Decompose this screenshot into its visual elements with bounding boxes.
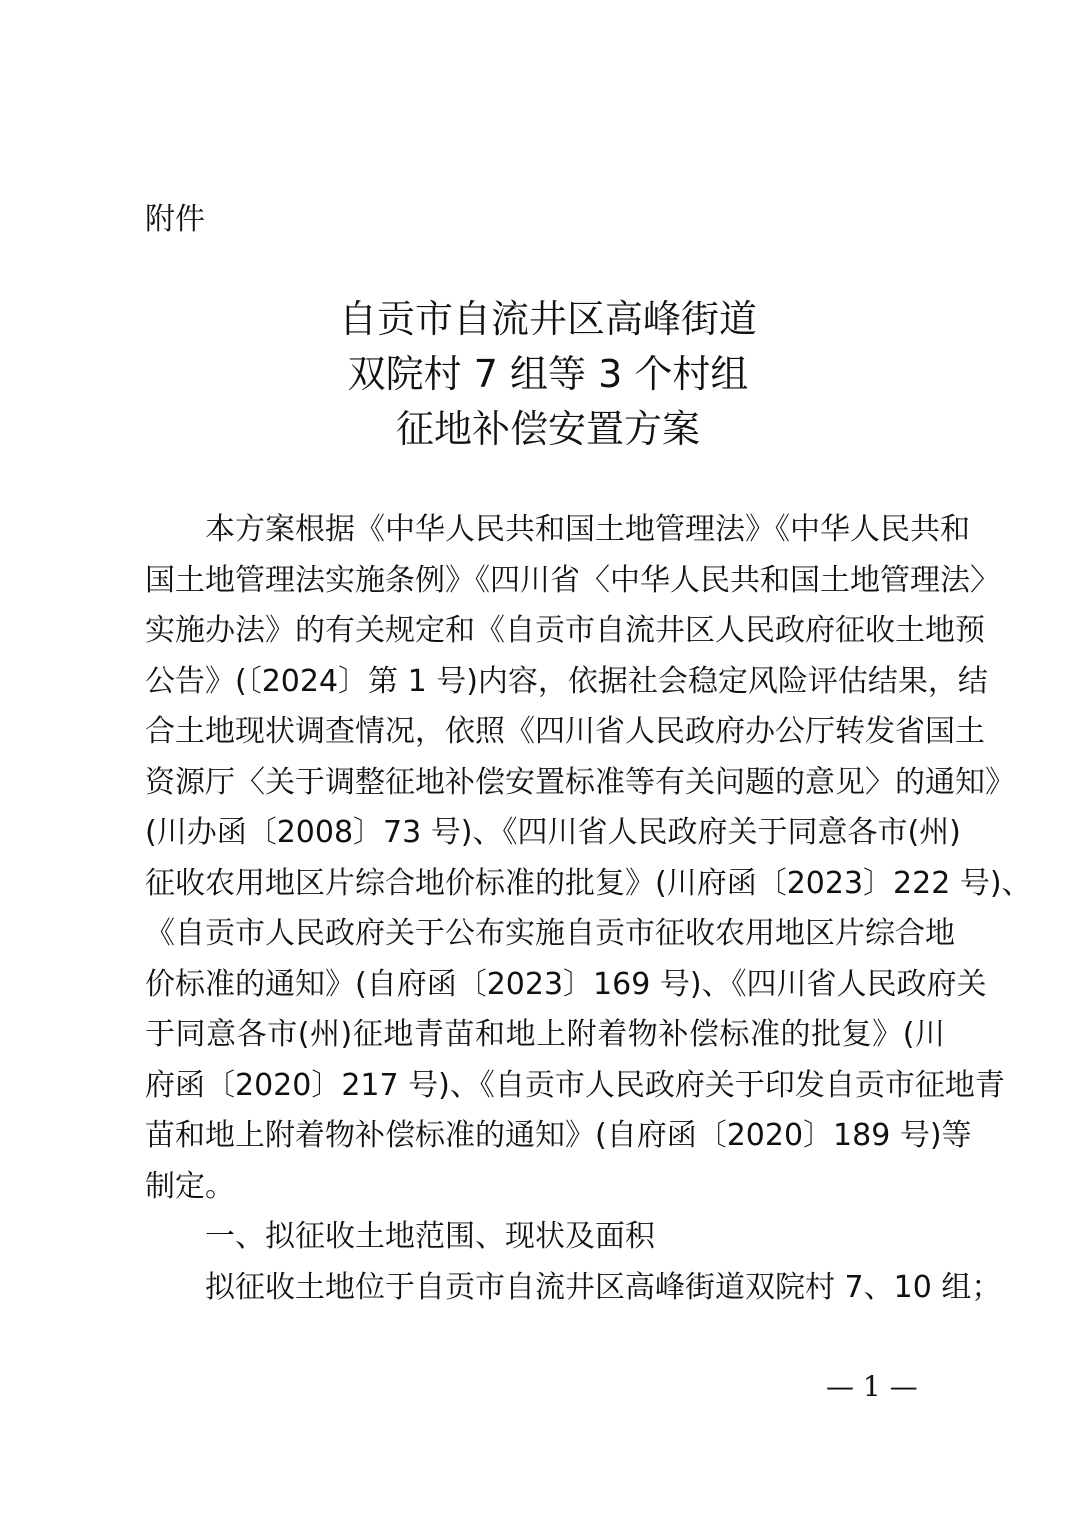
intro-line: 本方案根据《中华人民共和国土地管理法》《中华人民共和 [205, 512, 970, 547]
intro-line: 征收农用地区片综合地价标准的批复》(川府函〔2023〕222 号)、 [145, 865, 1032, 901]
intro-line: 实施办法》的有关规定和《自贡市自流井区人民政府征收土地预 [145, 613, 985, 648]
title-line-1: 自贡市自流井区高峰街道 [338, 297, 757, 341]
intro-line: 合土地现状调查情况，依照《四川省人民政府办公厅转发省国土 [145, 714, 985, 749]
document-title [0, 292, 1080, 457]
page-number: — 1 — [826, 1370, 918, 1403]
intro-line: (川办函〔2008〕73 号)、《四川省人民政府关于同意各市(州) [145, 815, 961, 850]
intro-paragraph [145, 505, 1032, 1212]
intro-line: 于同意各市(州)征地青苗和地上附着物补偿标准的批复》(川 [145, 1017, 945, 1052]
intro-line: 府函〔2020〕217 号)、《自贡市人民政府关于印发自贡市征地青 [145, 1067, 1005, 1103]
intro-line: 制定。 [145, 1168, 235, 1204]
intro-line: 国土地管理法实施条例》《四川省〈中华人民共和国土地管理法〉 [145, 562, 1000, 598]
intro-line: 苗和地上附着物补偿标准的通知》(自府函〔2020〕189 号)等 [145, 1118, 972, 1153]
intro-line: 公告》(〔2024〕第 1 号)内容，依据社会稳定风险评估结果，结 [145, 663, 988, 699]
section-1-heading: 一、拟征收土地范围、现状及面积 [205, 1219, 655, 1254]
document-body [145, 505, 1032, 1313]
intro-line: 价标准的通知》(自府函〔2023〕169 号)、《四川省人民政府关 [145, 966, 987, 1002]
intro-line: 《自贡市人民政府关于公布实施自贡市征收农用地区片综合地 [145, 916, 955, 951]
attachment-label: 附件 [145, 202, 205, 237]
title-line-3: 征地补偿安置方案 [395, 407, 700, 451]
intro-line: 资源厅〈关于调整征地补偿安置标准等有关问题的意见〉的通知》 [145, 764, 1015, 800]
title-line-2: 双院村 7 组等 3 个村组 [347, 352, 749, 396]
section-1-first-line: 拟征收土地位于自贡市自流井区高峰街道双院村 7、10 组； [205, 1269, 1002, 1305]
